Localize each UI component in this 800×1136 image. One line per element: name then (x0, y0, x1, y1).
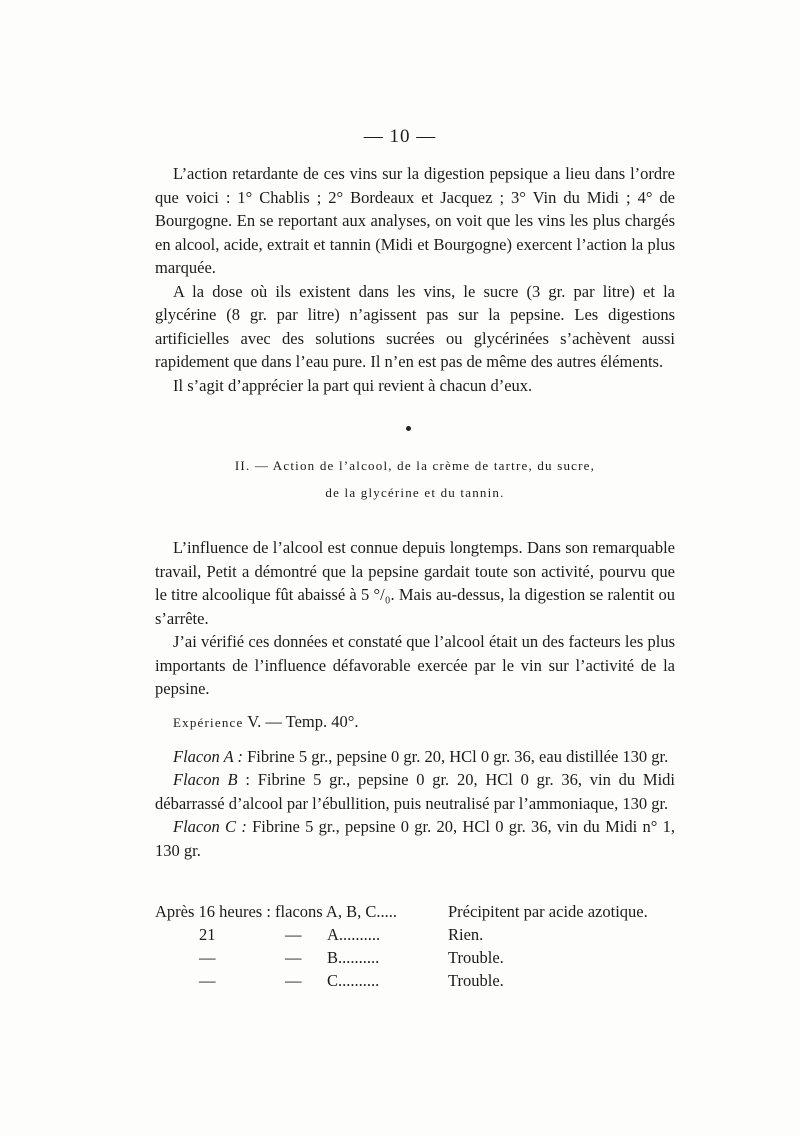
flacon-b (155, 768, 675, 815)
flacon-a (155, 745, 675, 769)
paragraph: A la dose où ils existent dans les vins, le sucre (3 gr. par litre) et la glycérine (8 gr. par litre) n’agissent pas sur la pepsine. Les digestions artificielles avec des solutions sucrées ou glycérinées s’achèvent aussi rapidement que dans l’eau pure. Il n’en est pas de même des autres éléments. (155, 281, 675, 371)
row-flask: C.......... (327, 971, 380, 990)
flacon-description: Fibrine 5 gr., pepsine 0 gr. 20, HCl 0 gr. 36, eau distillée 130 gr. (242, 746, 669, 766)
experiment-title-caps: Expérience (173, 715, 244, 730)
paragraph: L’influence de l’alcool est connue depuis longtemps. Dans son remarquable travail, Petit a démontré que la pepsine gardait toute son activité, pourvu que le titre alcoolique fût abaissé à 5 °/₀. Mais au-dessus, la digestion se ralentit ou s’arrête. (155, 538, 675, 628)
row-result: Trouble. (448, 971, 504, 990)
row-flask: A.......... (327, 925, 381, 944)
table-row (155, 969, 685, 992)
row-dash: — (285, 925, 302, 944)
table-row (155, 923, 685, 946)
row-result: Rien. (448, 925, 484, 944)
experiment-title-rest: V. — Temp. 40°. (243, 712, 359, 731)
flacon-c (155, 815, 675, 862)
flacon-description: Fibrine 5 gr., pepsine 0 gr. 20, HCl 0 gr. 36, vin du Midi n° 1, 130 gr. (155, 817, 675, 860)
table-row (155, 946, 685, 969)
row-hours: — (199, 971, 216, 990)
paragraph: Il s’agit d’apprécier la part qui revient à chacun d’eux. (173, 375, 533, 395)
results-header-right: Précipitent par acide azotique. (448, 902, 648, 921)
results-table (155, 900, 685, 992)
section2-text (155, 536, 675, 701)
row-hours: — (199, 948, 216, 967)
flacon-description: : Fibrine 5 gr., pepsine 0 gr. 20, HCl 0 gr. 36, vin du Midi débarrassé d’alcool par l’ébullition, puis neutralisé par l’ammoniaque, 130 gr. (155, 770, 675, 813)
separator-dot (406, 426, 411, 431)
section-heading-continued: de la glycérine et du tannin. (325, 485, 505, 500)
flacon-label: Flacon A : (173, 746, 243, 766)
row-dash: — (285, 948, 302, 967)
section1-text (155, 162, 675, 397)
paragraph: L’action retardante de ces vins sur la digestion pepsique a lieu dans l’ordre que voici : 1° Chablis ; 2° Bordeaux et Jacquez ; 3° Vin du Midi ; 4° de Bourgogne. En se reportant aux analyses, on voit que les vins les plus chargés en alcool, acide, extrait et tannin (Midi et Bourgogne) exercent l’action la plus marquée. (155, 164, 675, 277)
row-flask: B.......... (327, 948, 380, 967)
paragraph: J’ai vérifié ces données et constaté que l’alcool était un des facteurs les plus importants de l’influence défavorable exercée par le vin sur l’activité de la pepsine. (155, 632, 675, 698)
results-header-left: Après 16 heures : flacons A, B, C..... (155, 902, 397, 921)
experiment-title (173, 710, 675, 735)
results-header-row (155, 900, 685, 923)
row-result: Trouble. (448, 948, 504, 967)
row-dash: — (285, 971, 302, 990)
flacon-label: Flacon C : (173, 817, 247, 836)
page-number: — 10 — (363, 126, 437, 147)
experiment-block (155, 710, 675, 862)
section-heading: II. — Action de l’alcool, de la crème de tartre, du sucre, (234, 458, 596, 473)
row-hours: 21 (199, 925, 216, 944)
flacon-label: Flacon B (173, 770, 238, 789)
